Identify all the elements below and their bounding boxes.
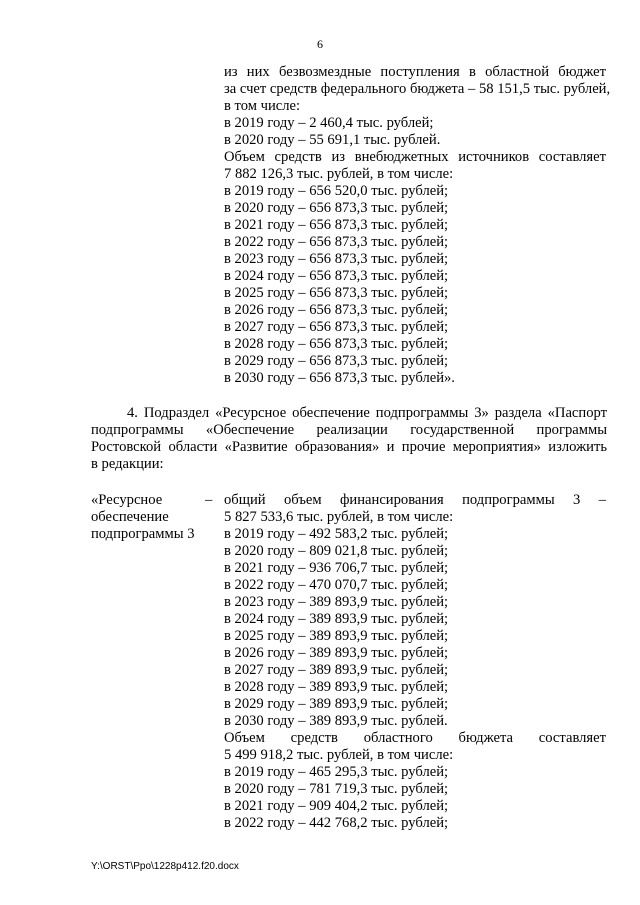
regional-line: Объем средств областного бюджета составляет [224,730,606,746]
total-line: 5 827 533,6 тыс. рублей, в том числе: [224,509,454,525]
year-line: в 2022 году – 470 070,7 тыс. рублей; [224,577,449,593]
year-line: в 2020 году – 809 021,8 тыс. рублей; [224,543,449,559]
year-line: в 2025 году – 389 893,9 тыс. рублей; [224,628,449,644]
paragraph-4-line: 4. Подраздел «Ресурсное обеспечение подпрограммы 3» раздела «Паспорт [127,405,607,421]
year-line: в 2030 году – 656 873,3 тыс. рублей». [224,370,455,386]
year-line: в 2022 году – 442 768,2 тыс. рублей; [224,815,449,831]
intro-line: в том числе: [224,98,301,114]
year-line: в 2021 году – 936 706,7 тыс. рублей; [224,560,449,576]
paragraph-4-line: подпрограммы «Обеспечение реализации государственной программы [91,422,607,438]
year-line: в 2019 году – 492 583,2 тыс. рублей; [224,526,449,542]
page-number: 6 [317,37,323,51]
year-line: в 2026 году – 389 893,9 тыс. рублей; [224,645,449,661]
year-line: в 2025 году – 656 873,3 тыс. рублей; [224,285,449,301]
year-line: в 2020 году – 781 719,3 тыс. рублей; [224,781,449,797]
regional-line: 5 499 918,2 тыс. рублей, в том числе: [224,747,454,763]
year-line: в 2028 году – 656 873,3 тыс. рублей; [224,336,449,352]
year-line: в 2019 году – 465 295,3 тыс. рублей; [224,764,449,780]
resource-label: обеспечение [91,509,169,525]
year-line: в 2029 году – 656 873,3 тыс. рублей; [224,353,449,369]
total-line: общий объем финансирования подпрограммы 3 – [224,492,606,508]
year-line: в 2021 году – 656 873,3 тыс. рублей; [224,217,449,233]
year-line: в 2023 году – 656 873,3 тыс. рублей; [224,251,449,267]
year-line: в 2027 году – 389 893,9 тыс. рублей; [224,662,449,678]
year-line: в 2019 году – 656 520,0 тыс. рублей; [224,183,449,199]
year-line: в 2019 году – 2 460,4 тыс. рублей; [224,115,434,131]
extrabudget-line: 7 882 126,3 тыс. рублей, в том числе: [224,166,454,182]
year-line: в 2024 году – 656 873,3 тыс. рублей; [224,268,449,284]
resource-label: «Ресурсное [91,492,163,508]
year-line: в 2030 году – 389 893,9 тыс. рублей. [224,713,448,729]
year-line: в 2024 году – 389 893,9 тыс. рублей; [224,611,449,627]
intro-line: из них безвозмездные поступления в областной бюджет [224,64,606,80]
paragraph-4-line: в редакции: [91,456,164,472]
year-line: в 2020 году – 55 691,1 тыс. рублей. [224,132,441,148]
year-line: в 2026 году – 656 873,3 тыс. рублей; [224,302,449,318]
intro-line: за счет средств федерального бюджета – 58 151,5 тыс. рублей, [224,81,611,97]
year-line: в 2029 году – 389 893,9 тыс. рублей; [224,696,449,712]
file-path-footer: Y:\ORST\Ppo\1228p412.f20.docx [91,861,239,872]
resource-dash: – [205,492,213,508]
year-line: в 2020 году – 656 873,3 тыс. рублей; [224,200,449,216]
paragraph-4-line: Ростовской области «Развитие образования» и прочие мероприятия» изложить [91,439,607,455]
resource-label: подпрограммы 3 [91,526,195,542]
year-line: в 2023 году – 389 893,9 тыс. рублей; [224,594,449,610]
year-line: в 2021 году – 909 404,2 тыс. рублей; [224,798,449,814]
extrabudget-line: Объем средств из внебюджетных источников составляет [224,149,606,165]
year-line: в 2028 году – 389 893,9 тыс. рублей; [224,679,449,695]
year-line: в 2022 году – 656 873,3 тыс. рублей; [224,234,449,250]
year-line: в 2027 году – 656 873,3 тыс. рублей; [224,319,449,335]
